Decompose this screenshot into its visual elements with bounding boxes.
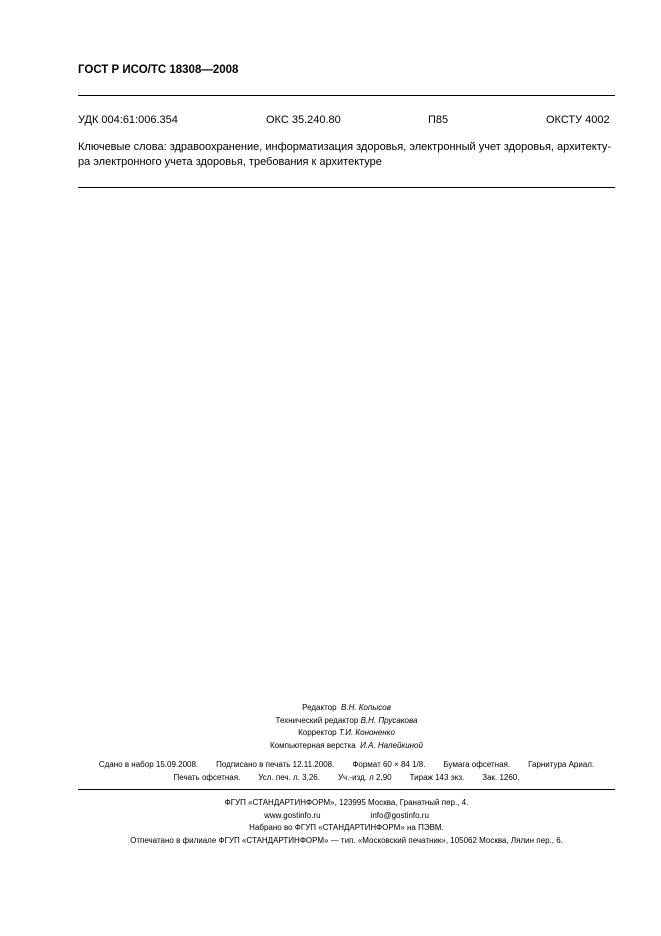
credit-line: Редактор В.Н. Копысов: [302, 703, 391, 712]
publisher-info: [78, 797, 615, 847]
printed-note: Отпечатано в филиале ФГУП «СТАНДАРТИНФОРМ» — тип. «Московский печатник», 105062 Москва, Лялин пер., 6.: [130, 835, 563, 845]
publisher-address: ФГУП «СТАНДАРТИНФОРМ», 123995 Москва, Гранатный пер., 4.: [224, 798, 469, 807]
credit-line: Технический редактор В.Н. Прусакова: [275, 715, 418, 725]
divider: [78, 187, 615, 188]
typeset-note: Набрано во ФГУП «СТАНДАРТИНФОРМ» на ПЭВМ.: [249, 823, 444, 832]
keywords-line: Ключевые слова: здравоохранение, информатизация здоровья, электронный учет здоровья, архитекту-: [78, 141, 612, 153]
okstu-code: ОКСТУ 4002: [546, 114, 610, 126]
keywords: [78, 140, 615, 170]
credits: [78, 702, 615, 752]
website-link[interactable]: www.gostinfo.ru: [264, 810, 321, 820]
print-info-line: Печать офсетная. Усл. печ. л. 3,26. Уч.-изд. л 2,90 Тираж 143 экз. Зак. 1260.: [173, 772, 520, 782]
credit-line: Корректор Т.И. Кононенко: [298, 728, 395, 737]
oks-code: ОКС 35.240.80: [266, 114, 341, 126]
divider: [78, 95, 615, 96]
publisher-contacts: [78, 810, 615, 823]
email-link[interactable]: info@gostinfo.ru: [370, 810, 429, 820]
group-code: П85: [428, 114, 449, 126]
credit-line: Компьютерная верстка И.А. Налейкиной: [270, 740, 423, 750]
keywords-line: ра электронного учета здоровья, требования к архитектуре: [78, 156, 382, 168]
udk-code: УДК 004:61:006.354: [78, 114, 178, 126]
divider: [78, 789, 615, 790]
print-info: [78, 759, 615, 784]
print-info-line: Сдано в набор 15.09.2008. Подписано в печать 12.11.2008. Формат 60 × 84 1/8. Бумага офсетная. Гарнитура Ариал.: [98, 760, 595, 769]
document-header: ГОСТ Р ИСО/ТС 18308—2008: [78, 64, 239, 76]
